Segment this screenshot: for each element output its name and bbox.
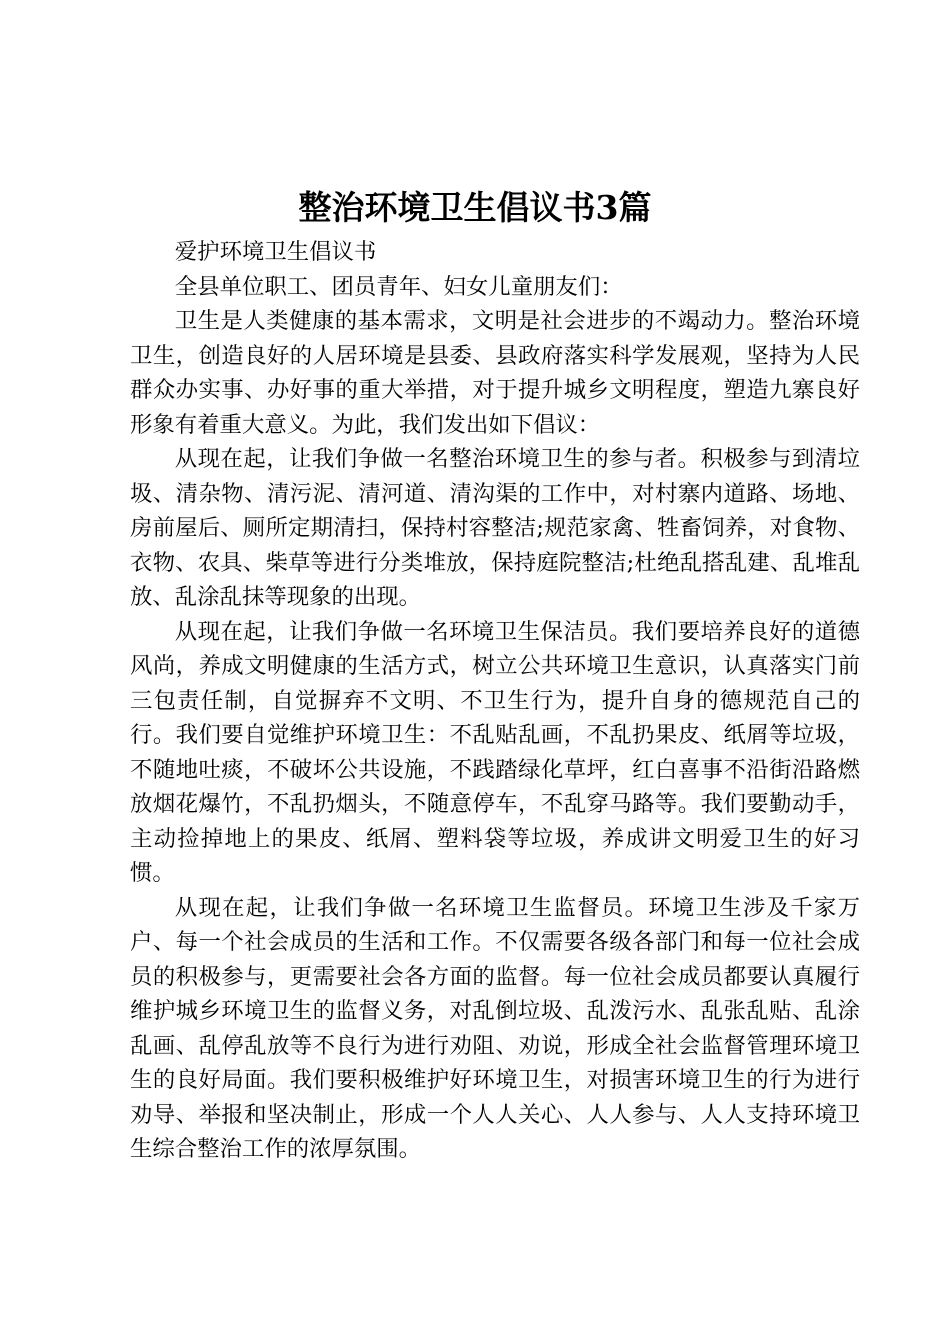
paragraph-cleaner: 从现在起，让我们争做一名环境卫生保洁员。我们要培养良好的道德风尚，养成文明健康的生活方式，树立公共环境卫生意识，认真落实门前三包责任制，自觉摒弃不文明、不卫生行为，提升自身的德规范自己的行。我们要自觉维护环境卫生：不乱贴乱画，不乱扔果皮、纸屑等垃圾，不随地吐痰，不破坏公共设施，不践踏绿化草坪，红白喜事不沿街沿路燃放烟花爆竹，不乱扔烟头，不随意停车，不乱穿马路等。我们要勤动手，主动捡掉地上的果皮、纸屑、塑料袋等垃圾，养成讲文明爱卫生的好习惯。 [130, 618, 860, 886]
paragraph-supervisor: 从现在起，让我们争做一名环境卫生监督员。环境卫生涉及千家万户、每一个社会成员的生活和工作。不仅需要各级各部门和每一位社会成员的积极参与，更需要社会各方面的监督。每一位社会成员都要认真履行维护城乡环境卫生的监督义务，对乱倒垃圾、乱泼污水、乱张乱贴、乱涂乱画、乱停乱放等不良行为进行劝阻、劝说，形成全社会监督管理环境卫生的良好局面。我们要积极维护好环境卫生，对损害环境卫生的行为进行劝导、举报和坚决制止，形成一个人人关心、人人参与、人人支持环境卫生综合整治工作的浓厚氛围。 [130, 894, 860, 1162]
document-title: 整治环境卫生倡议书3篇 [298, 188, 652, 227]
paragraph-participant: 从现在起，让我们争做一名整治环境卫生的参与者。积极参与到清垃圾、清杂物、清污泥、清河道、清沟渠的工作中，对村寨内道路、场地、房前屋后、厕所定期清扫，保持村容整洁;规范家禽、牲畜饲养，对食物、衣物、农具、柴草等进行分类堆放，保持庭院整洁;杜绝乱搭乱建、乱堆乱放、乱涂乱抹等现象的出现。 [130, 446, 860, 610]
paragraph-salutation: 全县单位职工、团员青年、妇女儿童朋友们： [174, 273, 623, 300]
paragraph-intro: 卫生是人类健康的基本需求，文明是社会进步的不竭动力。整治环境卫生，创造良好的人居环境是县委、县政府落实科学发展观，坚持为人民群众办实事、办好事的重大举措，对于提升城乡文明程度，塑造九寨良好形象有着重大意义。为此，我们发出如下倡议： [130, 308, 860, 438]
paragraph-heading: 爱护环境卫生倡议书 [174, 239, 377, 265]
document-body [130, 235, 860, 1167]
